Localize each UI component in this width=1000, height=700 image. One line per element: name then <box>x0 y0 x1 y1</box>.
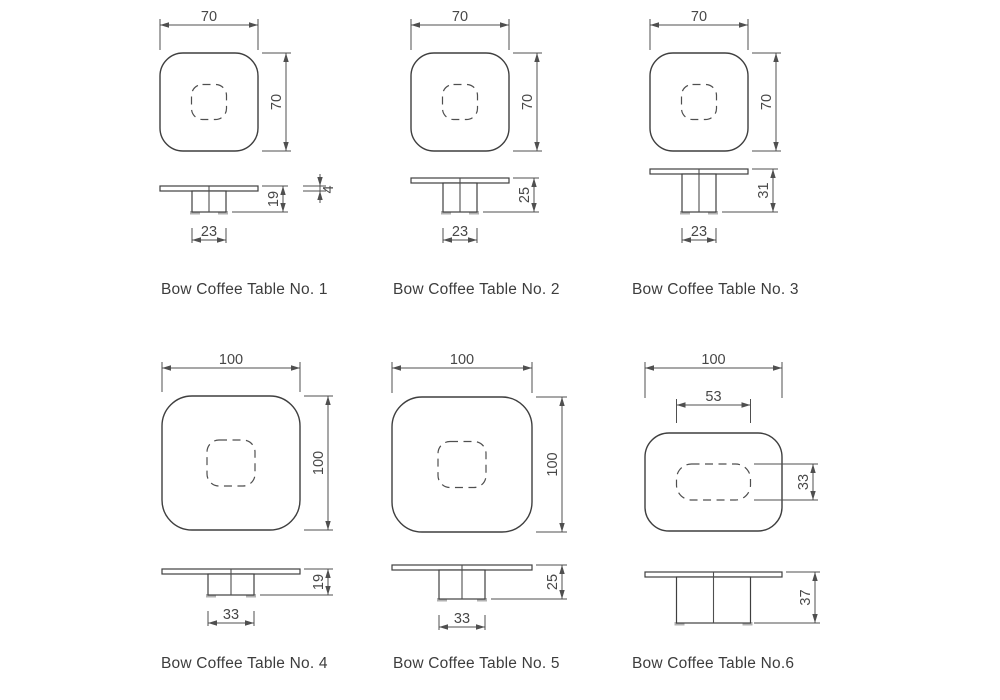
table-no-6-drawing <box>645 352 820 626</box>
height-dimension-label: 25 <box>517 186 533 204</box>
dimension-arrow-icon <box>812 572 817 581</box>
dimension-arrow-icon <box>217 237 226 242</box>
dimension-arrow-icon <box>443 237 452 242</box>
dimension-arrow-icon <box>773 53 778 62</box>
top-view-outline <box>645 433 782 531</box>
top-depth-dimension-label: 100 <box>311 450 327 476</box>
base-depth-dimension-label: 33 <box>796 473 812 491</box>
dimension-arrow-icon <box>245 620 254 625</box>
dimension-arrow-icon <box>192 237 201 242</box>
height-dimension-label: 37 <box>798 589 814 606</box>
dimension-arrow-icon <box>559 397 564 406</box>
dimension-arrow-icon <box>810 491 815 500</box>
dimension-arrow-icon <box>531 203 536 212</box>
top-depth-dimension-label: 70 <box>759 93 775 111</box>
dimension-arrow-icon <box>559 523 564 532</box>
dimension-arrow-icon <box>534 142 539 151</box>
top-view-outline <box>650 53 748 151</box>
base-width-dimension-label: 53 <box>705 389 722 405</box>
dimension-arrow-icon <box>742 402 751 407</box>
height-dimension-label: 25 <box>545 573 561 591</box>
table-label-no-3: Bow Coffee Table No. 3 <box>632 281 799 298</box>
height-dimension-label: 19 <box>311 573 327 591</box>
dimension-arrow-icon <box>476 624 485 629</box>
dimension-arrow-icon <box>291 365 300 370</box>
dimension-arrow-icon <box>739 22 748 27</box>
dimension-arrow-icon <box>559 565 564 574</box>
dimension-arrow-icon <box>677 402 686 407</box>
dimension-arrow-icon <box>411 22 420 27</box>
table-label-no-5: Bow Coffee Table No. 5 <box>393 655 560 672</box>
top-depth-dimension-label: 100 <box>545 452 561 477</box>
table-no-3-drawing <box>650 9 781 243</box>
dimension-arrow-icon <box>325 521 330 530</box>
dimension-arrow-icon <box>682 237 691 242</box>
dimension-arrow-icon <box>160 22 169 27</box>
top-depth-dimension-label: 70 <box>520 93 536 111</box>
dimension-arrow-icon <box>810 464 815 473</box>
top-view-outline <box>162 396 300 530</box>
dimension-arrow-icon <box>812 614 817 623</box>
top-depth-dimension-label: 70 <box>269 93 285 111</box>
pedestal-width-dimension-label: 23 <box>690 224 708 240</box>
table-no-1-drawing <box>160 9 337 243</box>
dimension-arrow-icon <box>773 365 782 370</box>
dimension-arrow-icon <box>559 590 564 599</box>
pedestal-width-dimension-label: 33 <box>453 611 471 627</box>
height-dimension-label: 19 <box>266 190 282 208</box>
table-label-no-4: Bow Coffee Table No. 4 <box>161 655 328 672</box>
thickness-dimension-label: 4 <box>321 185 337 194</box>
dimension-arrow-icon <box>770 169 775 178</box>
dimension-arrow-icon <box>208 620 217 625</box>
dimension-arrow-icon <box>650 22 659 27</box>
dimension-arrow-icon <box>645 365 654 370</box>
dimension-arrow-icon <box>249 22 258 27</box>
top-width-dimension-label: 100 <box>701 352 726 368</box>
top-view-outline <box>392 397 532 532</box>
table-no-4-drawing <box>162 352 333 626</box>
top-width-dimension-label: 70 <box>451 9 469 25</box>
table-label-no-1: Bow Coffee Table No. 1 <box>161 281 328 298</box>
top-width-dimension-label: 70 <box>200 9 218 25</box>
dimension-arrow-icon <box>773 142 778 151</box>
dimension-arrow-icon <box>523 365 532 370</box>
table-no-5-drawing <box>392 352 567 630</box>
height-dimension-label: 31 <box>756 182 772 199</box>
top-width-dimension-label: 100 <box>218 352 244 368</box>
pedestal-width-dimension-label: 33 <box>222 607 240 623</box>
dimension-arrow-icon <box>325 396 330 405</box>
top-width-dimension-label: 70 <box>690 9 708 25</box>
dimension-arrow-icon <box>500 22 509 27</box>
table-label-no-2: Bow Coffee Table No. 2 <box>393 281 560 298</box>
dimension-arrow-icon <box>439 624 448 629</box>
dimension-arrow-icon <box>317 177 322 186</box>
dimension-arrow-icon <box>770 203 775 212</box>
pedestal-width-dimension-label: 23 <box>200 224 218 240</box>
dimension-arrow-icon <box>162 365 171 370</box>
table-label-no-6: Bow Coffee Table No.6 <box>632 655 795 672</box>
top-view-outline <box>411 53 509 151</box>
table-no-2-drawing <box>411 9 542 243</box>
dimension-arrow-icon <box>534 53 539 62</box>
pedestal-width-dimension-label: 23 <box>451 224 469 240</box>
top-view-outline <box>160 53 258 151</box>
dimension-arrow-icon <box>283 53 288 62</box>
dimension-arrow-icon <box>707 237 716 242</box>
dimension-arrow-icon <box>283 142 288 151</box>
dimension-arrow-icon <box>468 237 477 242</box>
dimension-arrow-icon <box>392 365 401 370</box>
dimension-arrow-icon <box>531 178 536 187</box>
top-width-dimension-label: 100 <box>449 352 475 368</box>
